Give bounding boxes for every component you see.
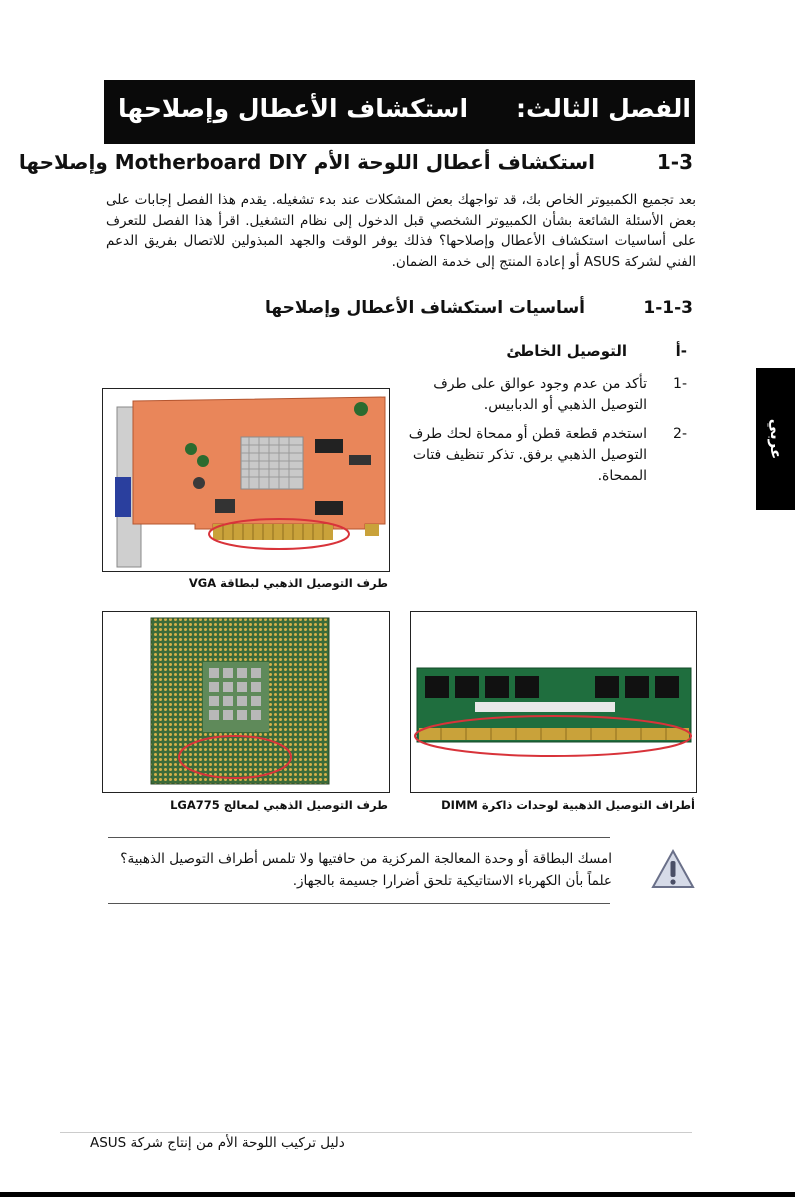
vga-caption: طرف التوصيل الذهبي لبطاقة VGA [188,576,388,590]
step-1-text: تأكد من عدم وجود عوالق على طرف التوصيل الذهبي أو الدبابيس. [433,376,647,413]
dimm-illustration [411,612,696,792]
note-bottom-rule [108,903,610,904]
subsection-number: 1-1-3 [643,298,693,318]
step-1-number: 1- [673,376,687,392]
cpu-photo [102,611,390,793]
step-1 [405,374,695,418]
chapter-title: استكشاف الأعطال وإصلاحها [118,94,469,123]
subsection-heading [265,298,695,328]
item-a-title: التوصيل الخاطئ [506,342,627,360]
language-tab-label: عربي [766,418,785,460]
section-heading [18,150,695,184]
footer-rule [60,1132,692,1133]
dimm-label-sticker [475,702,615,712]
dimm-photo [410,611,697,793]
note-text: امسك البطاقة أو وحدة المعالجة المركزية من حافتيها ولا تلمس أطراف التوصيل الذهبية؟ علماً بأن الكهرباء الاستاتيكية تلحق أضرارا جسيمة بالجهاز. [120,851,612,889]
section-title: استكشاف أعطال اللوحة الأم Motherboard DIY وإصلاحها [18,150,595,174]
page-footer: دليل تركيب اللوحة الأم من إنتاج شركة ASUS [90,1135,345,1151]
cpu-illustration [103,612,389,792]
step-2 [405,424,695,490]
chapter-label: الفصل الثالث: [516,94,691,123]
dimm-gold-fingers [419,728,689,740]
step-2-number: 2- [673,426,687,442]
section-intro: بعد تجميع الكمبيوتر الخاص بك، قد تواجهك بعض المشكلات عند بدء تشغيله. يقدم هذا الفصل إجابات على بعض الأسئلة الشائعة بشأن الكمبيوتر الشخصي قبل الدخول إلى نظام التشغيل. اقرأ هذا الفصل للتعرف على أساسيات استكشاف الأعطال وإصلاحها؟ فذلك يوفر الوقت والجهد المبذولين للاتصال بفريق الدعم الفني لشركة ASUS أو إعادة المنتج إلى خدمة الضمان. [106,192,696,270]
item-a-marker: أ- [675,342,687,360]
cpu-caption: طرف التوصيل الذهبي لمعالج LGA775 [170,798,388,812]
vga-card-illustration [103,389,389,571]
section-number: 1-3 [656,150,693,174]
bottom-bar [0,1192,795,1197]
vga-port [115,477,131,517]
vga-card-photo [102,388,390,572]
note-top-rule [108,837,610,838]
dimm-caption: أطراف التوصيل الذهبية لوحدات ذاكرة DIMM [441,798,695,812]
warning-icon [650,848,696,890]
chapter-header-bar [104,80,695,144]
language-side-tab [756,368,795,510]
subsection-title: أساسيات استكشاف الأعطال وإصلاحها [265,298,585,318]
step-2-text: استخدم قطعة قطن أو ممحاة لحك طرف التوصيل الذهبي برفق. تذكر تنظيف فتات الممحاة. [408,426,647,484]
item-a-heading [480,342,695,368]
